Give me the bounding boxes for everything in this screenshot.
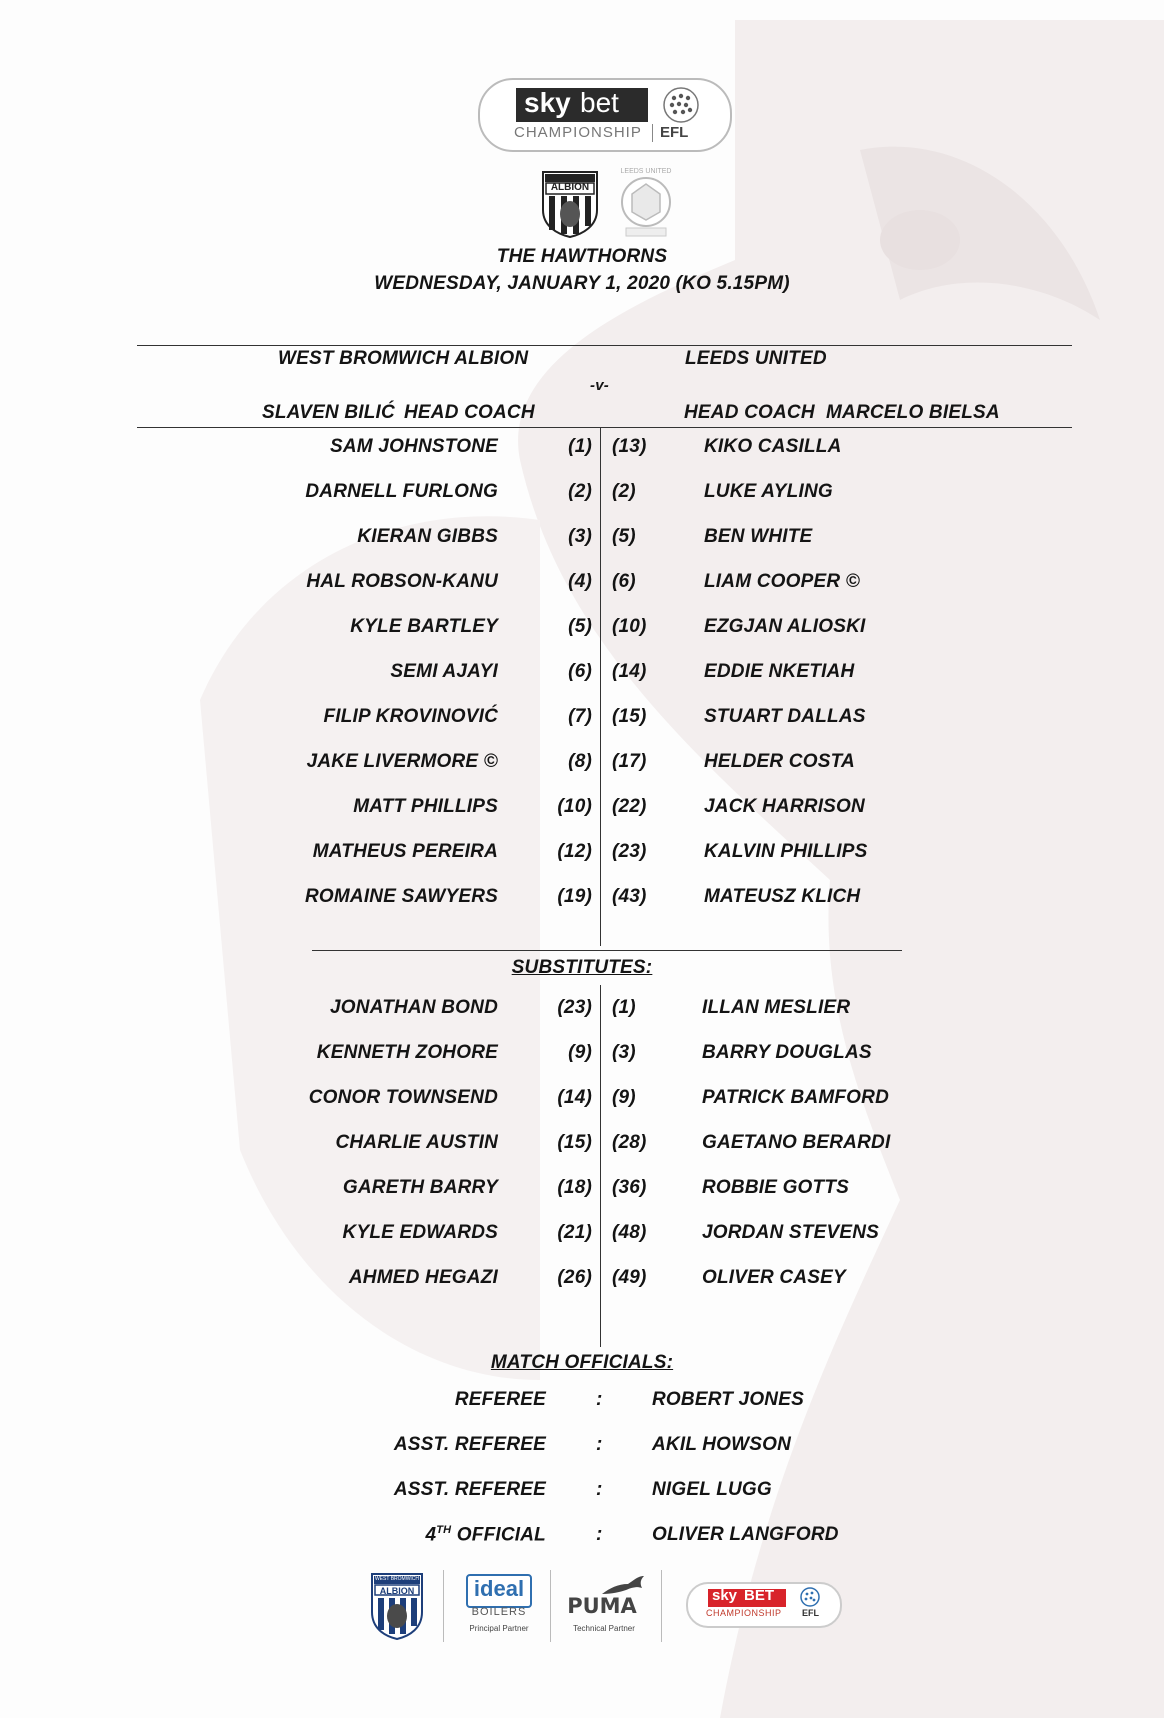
away-number: (14): [612, 661, 647, 682]
away-player: OLIVER CASEY: [702, 1267, 846, 1288]
official-row: [0, 1524, 1164, 1554]
footer-divider-1: [443, 1570, 444, 1642]
official-sep: :: [596, 1434, 603, 1455]
officials-title: MATCH OFFICIALS:: [490, 1352, 674, 1373]
home-number: (6): [568, 661, 592, 682]
home-player: ROMAINE SAWYERS: [304, 886, 498, 907]
away-player: PATRICK BAMFORD: [702, 1087, 889, 1108]
home-player: KYLE EDWARDS: [342, 1222, 498, 1243]
footer-divider-3: [661, 1570, 662, 1642]
home-player: MATHEUS PEREIRA: [312, 841, 498, 862]
sub-row: [0, 1087, 1164, 1117]
away-coach-label: HEAD COACH: [684, 402, 815, 423]
match-date: WEDNESDAY, JANUARY 1, 2020 (KO 5.15PM): [374, 273, 790, 294]
away-player: KALVIN PHILLIPS: [704, 841, 868, 862]
leeds-crest-text: LEEDS UNITED: [620, 168, 672, 175]
home-number: (9): [568, 1042, 592, 1063]
home-player: SEMI AJAYI: [390, 661, 498, 682]
away-team-name: LEEDS UNITED: [685, 348, 827, 369]
home-player: JONATHAN BOND: [330, 997, 498, 1018]
lineup-row: [0, 436, 1164, 466]
home-coach-name: SLAVEN BILIĆ: [262, 402, 395, 423]
lineup-row: [0, 616, 1164, 646]
away-player: BARRY DOUGLAS: [702, 1042, 872, 1063]
away-number: (3): [612, 1042, 636, 1063]
away-number: (1): [612, 997, 636, 1018]
home-number: (2): [568, 481, 592, 502]
official-role-suffix: TH: [436, 1524, 452, 1536]
official-row: [0, 1479, 1164, 1509]
home-player: AHMED HEGAZI: [348, 1267, 498, 1288]
away-number: (15): [612, 706, 647, 727]
footer-crest-top-text: WEST BROMWICH: [374, 1576, 420, 1582]
official-role: REFEREE: [454, 1389, 546, 1410]
substitutes-title: SUBSTITUTES:: [511, 957, 653, 978]
lineup-row: [0, 706, 1164, 736]
header-bottom-rule: [137, 427, 1072, 428]
home-coach-label: HEAD COACH: [404, 402, 535, 423]
official-role: ASST. REFEREE: [393, 1434, 546, 1455]
away-number: (23): [612, 841, 647, 862]
official-role-text: OFFICIAL: [451, 1524, 546, 1546]
away-number: (43): [612, 886, 647, 907]
home-player: JAKE LIVERMORE ©: [306, 751, 498, 772]
home-player: CONOR TOWNSEND: [308, 1087, 498, 1108]
ideal-logo-text: ideal: [473, 1576, 525, 1601]
official-sep: :: [596, 1389, 603, 1410]
puma-cat-icon: [600, 1574, 646, 1596]
lineup-row: [0, 661, 1164, 691]
sub-row: [0, 1042, 1164, 1072]
home-number: (5): [568, 616, 592, 637]
sub-row: [0, 1222, 1164, 1252]
away-number: (9): [612, 1087, 636, 1108]
sub-row: [0, 997, 1164, 1027]
sub-row: [0, 1267, 1164, 1297]
away-number: (49): [612, 1267, 647, 1288]
home-player: SAM JOHNSTONE: [330, 436, 498, 457]
west-brom-crest-icon: [541, 170, 599, 238]
home-player: KIERAN GIBBS: [357, 526, 498, 547]
league-logo-divider: [652, 124, 653, 142]
home-player: MATT PHILLIPS: [353, 796, 498, 817]
footer-skybet-sky: sky: [712, 1587, 738, 1604]
lineup-row: [0, 886, 1164, 916]
official-name: OLIVER LANGFORD: [652, 1524, 839, 1545]
away-number: (22): [612, 796, 647, 817]
home-number: (19): [557, 886, 592, 907]
footer-efl-ball-icon: [800, 1587, 820, 1607]
official-name: NIGEL LUGG: [652, 1479, 772, 1500]
footer-skybet-championship: CHAMPIONSHIP: [706, 1608, 782, 1618]
away-number: (36): [612, 1177, 647, 1198]
away-player: LIAM COOPER ©: [704, 571, 860, 592]
away-player: MATEUSZ KLICH: [704, 886, 861, 907]
lineup-row: [0, 481, 1164, 511]
away-number: (5): [612, 526, 636, 547]
away-player: LUKE AYLING: [704, 481, 833, 502]
sub-row: [0, 1132, 1164, 1162]
footer-divider-2: [550, 1570, 551, 1642]
away-number: (28): [612, 1132, 647, 1153]
official-role: [425, 1524, 546, 1546]
home-number: (7): [568, 706, 592, 727]
home-number: (23): [557, 997, 592, 1018]
puma-partner-role: Technical Partner: [573, 1624, 635, 1633]
away-player: ROBBIE GOTTS: [702, 1177, 850, 1198]
league-logo-sky: sky: [524, 87, 571, 118]
lineup-row: [0, 526, 1164, 556]
header-top-rule: [137, 345, 1072, 346]
away-coach-name: MARCELO BIELSA: [826, 402, 1000, 423]
home-player: KYLE BARTLEY: [350, 616, 498, 637]
away-player: ILLAN MESLIER: [702, 997, 851, 1018]
home-player: DARNELL FURLONG: [305, 481, 498, 502]
footer-skybet-bet: BET: [744, 1587, 774, 1604]
league-logo-bet: bet: [580, 87, 619, 118]
away-number: (6): [612, 571, 636, 592]
away-number: (48): [612, 1222, 647, 1243]
home-player: CHARLIE AUSTIN: [335, 1132, 498, 1153]
west-brom-crest-text: ALBION: [550, 182, 590, 193]
home-number: (12): [557, 841, 592, 862]
league-logo-efl: EFL: [660, 124, 689, 141]
home-number: (14): [557, 1087, 592, 1108]
away-player: GAETANO BERARDI: [702, 1132, 891, 1153]
lineup-row: [0, 841, 1164, 871]
home-number: (4): [568, 571, 592, 592]
official-role: ASST. REFEREE: [393, 1479, 546, 1500]
away-player: EZGJAN ALIOSKI: [704, 616, 866, 637]
official-name: AKIL HOWSON: [652, 1434, 792, 1455]
league-logo: [478, 78, 732, 152]
home-number: (1): [568, 436, 592, 457]
away-player: HELDER COSTA: [704, 751, 855, 772]
home-number: (10): [557, 796, 592, 817]
home-number: (3): [568, 526, 592, 547]
home-number: (26): [557, 1267, 592, 1288]
footer-club-crest-icon: [370, 1572, 424, 1640]
lineup-row: [0, 796, 1164, 826]
home-player: KENNETH ZOHORE: [316, 1042, 498, 1063]
official-sep: :: [596, 1524, 603, 1545]
home-team-name: WEST BROMWICH ALBION: [278, 348, 529, 369]
home-number: (18): [557, 1177, 592, 1198]
official-row: [0, 1389, 1164, 1419]
away-number: (13): [612, 436, 647, 457]
home-player: FILIP KROVINOVIĆ: [323, 706, 498, 727]
ideal-boilers-text: BOILERS: [471, 1606, 527, 1618]
away-number: (10): [612, 616, 647, 637]
league-logo-championship: CHAMPIONSHIP: [514, 124, 642, 141]
home-player: HAL ROBSON-KANU: [306, 571, 498, 592]
footer-crest-name-text: ALBION: [379, 1586, 415, 1596]
footer-skybet-efl: EFL: [802, 1608, 819, 1618]
official-name: ROBERT JONES: [652, 1389, 804, 1410]
leeds-crest-icon: [610, 168, 682, 242]
away-number: (2): [612, 481, 636, 502]
away-number: (17): [612, 751, 647, 772]
puma-logo-text: PUMA: [567, 1594, 637, 1618]
away-player: JORDAN STEVENS: [702, 1222, 880, 1243]
home-number: (15): [557, 1132, 592, 1153]
away-player: KIKO CASILLA: [704, 436, 842, 457]
substitutes-rule: [312, 950, 902, 951]
official-row: [0, 1434, 1164, 1464]
footer-skybet-logo: [686, 1582, 842, 1628]
venue: THE HAWTHORNS: [496, 246, 668, 267]
lineup-row: [0, 571, 1164, 601]
efl-ball-icon: [662, 86, 700, 124]
ideal-partner-role: Principal Partner: [469, 1624, 529, 1633]
official-role-number: 4: [425, 1524, 437, 1546]
versus-label: -v-: [590, 377, 609, 394]
away-player: JACK HARRISON: [704, 796, 865, 817]
away-player: BEN WHITE: [704, 526, 813, 547]
official-sep: :: [596, 1479, 603, 1500]
home-player: GARETH BARRY: [342, 1177, 498, 1198]
sub-row: [0, 1177, 1164, 1207]
home-number: (8): [568, 751, 592, 772]
lineup-row: [0, 751, 1164, 781]
away-player: EDDIE NKETIAH: [704, 661, 855, 682]
home-number: (21): [557, 1222, 592, 1243]
away-player: STUART DALLAS: [704, 706, 866, 727]
